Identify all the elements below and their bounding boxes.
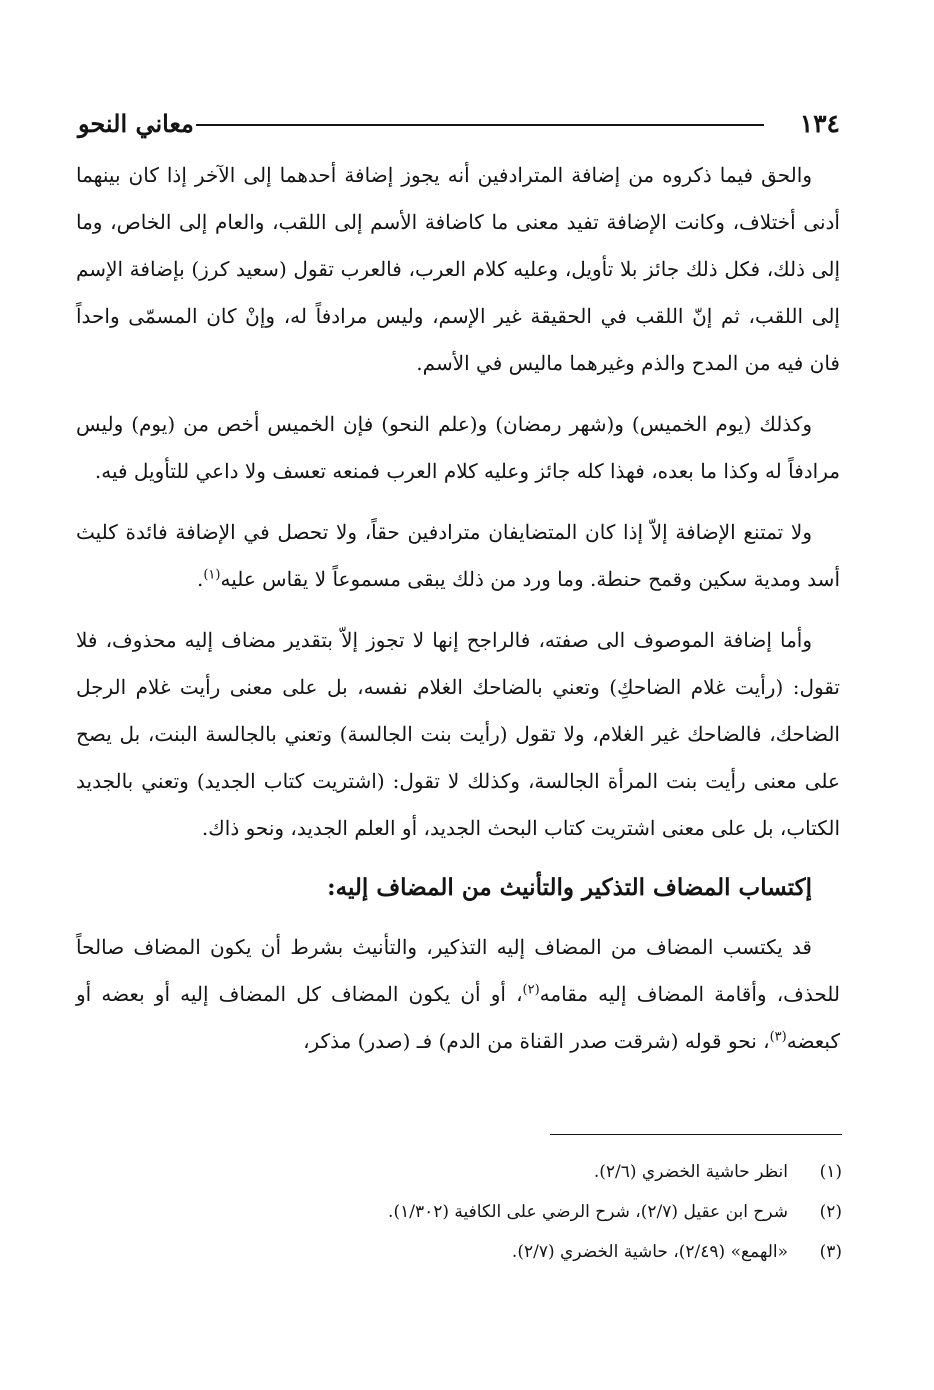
footnote-1 xyxy=(122,1152,842,1192)
section-heading: إكتساب المضاف التذكير والتأنيث من المضاف إليه: xyxy=(327,874,812,901)
paragraph-2-text: وكذلك (يوم الخميس) و(شهر رمضان) و(علم النحو) فإن الخميس أخص من (يوم) وليس مرادفاً له وكذا ما بعده، فهذا كله جائز وعليه كلام العرب فمنعه تعسف ولا داعي للتأويل فيه. xyxy=(76,412,840,483)
footnote-1-text: انظر حاشية الخضري (٢/٦). xyxy=(593,1162,788,1182)
paragraph-3 xyxy=(76,509,840,603)
paragraph-5 xyxy=(76,924,840,1065)
paragraph-1 xyxy=(76,152,840,387)
page-number: ١٣٤ xyxy=(799,109,840,138)
footnotes xyxy=(122,1152,842,1272)
footnote-3-number: (٣) xyxy=(819,1242,842,1262)
footnote-2 xyxy=(122,1192,842,1232)
paragraph-1-text: والحق فيما ذكروه من إضافة المترادفين أنه يجوز إضافة أحدهما إلى الآخر إذا كان بينهما أدنى أختلاف، وكانت الإضافة تفيد معنى ما كاضافة الأسم إلى اللقب، والعام إلى الخاص، وما إلى ذلك، فكل ذلك جائز بلا تأويل، وعليه كلام العرب، فالعرب تقول (سعيد كرز) بإضافة الإسم إلى اللقب، ثم إنّ اللقب في الحقيقة غير الإسم، وليس مرادفاً له، وإنْ كان المسمّى واحداً فان فيه من المدح والذم وغيرهما ماليس في الأسم. xyxy=(76,163,840,375)
book-title: معاني النحو xyxy=(78,109,194,138)
footnote-2-text: شرح ابن عقيل (٢/٧)، شرح الرضي على الكافية (١/٣٠٢). xyxy=(388,1202,788,1222)
footnote-marker-2[interactable]: (٢) xyxy=(522,982,540,998)
paragraph-5-text-3: ، نحو قوله (شرقت صدر القناة من الدم) فـ (صدر) مذكر، xyxy=(303,1029,770,1053)
footnote-divider xyxy=(550,1134,842,1135)
paragraph-5-text-1: قد يكتسب المضاف من المضاف إليه التذكير، والتأنيث بشرط أن يكون المضاف صالحاً للحذف، وأقامة المضاف إليه مقامه xyxy=(76,935,841,1006)
paragraph-5-text-2: ، أو أن يكون المضاف كل المضاف إليه أو بعضه أو كبعضه xyxy=(76,982,840,1053)
paragraph-4-text: وأما إضافة الموصوف الى صفته، فالراجح إنها لا تجوز إلاّ بتقدير مضاف إليه محذوف، فلا تقول: (رأيت غلام الضاحكِ) وتعني بالضاحك الغلام نفسه، بل على معنى رأيت غلام الرجل الضاحك، فالضاحك غير الغلام، ولا تقول (رأيت بنت الجالسة) وتعني بالجالسة البنت، بل يصح على معنى رأيت بنت المرأة الجالسة، وكذلك لا تقول: (اشتريت كتاب الجديد) وتعني بالجديد الكتاب، بل على معنى اشتريت كتاب البحث الجديد، أو العلم الجديد، ونحو ذاك. xyxy=(76,628,840,840)
page-body xyxy=(76,152,840,1079)
footnote-marker-1[interactable]: (١) xyxy=(203,567,221,583)
paragraph-3-text: ولا تمتنع الإضافة إلاّ إذا كان المتضايفان مترادفين حقاً، ولا تحصل في الإضافة فائدة كليث أسد ومدية سكين وقمح حنطة. وما ورد من ذلك يبقى مسموعاً لا يقاس عليه xyxy=(76,520,840,591)
paragraph-4 xyxy=(76,617,840,852)
header-rule xyxy=(196,124,764,126)
footnote-3-text: «الهمع» (٢/٤٩)، حاشية الخضري (٢/٧). xyxy=(511,1242,788,1262)
paragraph-2 xyxy=(76,401,840,495)
footnote-marker-3[interactable]: (٣) xyxy=(769,1029,787,1045)
paragraph-3-end: . xyxy=(196,567,204,591)
page-header xyxy=(78,104,840,144)
footnote-1-number: (١) xyxy=(819,1162,842,1182)
footnote-3 xyxy=(122,1232,842,1272)
footnote-2-number: (٢) xyxy=(819,1202,842,1222)
